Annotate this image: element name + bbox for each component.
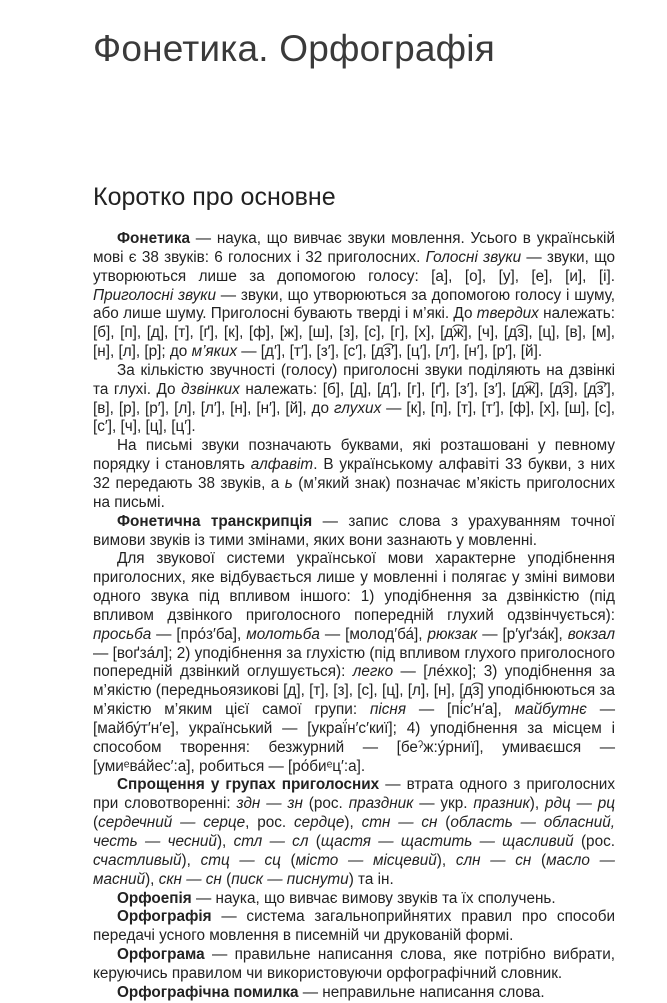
example-text: Приголосні звуки [93,286,217,304]
paragraph [93,230,615,362]
text-run: — система загальноприйнятих правил про способи передачі усного мовлення в писемній чи друкованій формі. [93,908,615,945]
text-run: — [пі́с′н′а], [406,701,515,719]
text-run: ( [437,814,451,832]
text-run: ), [344,814,362,832]
example-text: просьба [93,625,152,643]
paragraph [93,776,615,889]
paragraph [93,362,615,437]
text-run: — [молод′ба́], [319,625,428,643]
example-text: счастливый [93,851,182,869]
example-text: масло — масний [93,851,615,888]
text-run: (рос. [302,795,349,813]
text-run: належать: [б], [д], [д′], [г], [ґ], [з′], [з′], [д͡ж], [д͡з], [д͡з′], [в], [р], [р′], [л], [л′], [н], [н′], [й], до [93,380,615,417]
example-text: празник [473,795,530,813]
text-run: — втрата одного з приголосних при словотворенні: [93,776,615,813]
text-run: — правильне написання слова, яке потрібно вибрати, керуючись правилом чи використовуючи орфографічний словник. [93,946,615,982]
term: Орфографія [117,908,212,926]
example-text: твердих [476,305,539,323]
text-run: — [про́з′ба], [151,625,247,643]
example-text: стл — сл [233,833,309,850]
page-title: Фонетика. Орфографія [93,28,495,69]
text-run: — звуки, що утворюються лише за допомогою голосу: [а], [о], [у], [е], [и], [і]. [93,248,615,285]
example-text: вокзал [567,625,616,643]
example-text: легко [352,663,394,681]
example-text: слн — сн [455,851,532,869]
text-run: — неправильне написання слова. [298,983,545,1001]
example-text: Голосні звуки [425,248,522,266]
paragraph [93,550,615,776]
section-heading: Коротко про основне [93,183,336,211]
term: Фонетика [117,230,191,247]
text-run: ), [529,795,545,813]
paragraph [93,984,615,1003]
text-run: ) та ін. [348,870,394,888]
text-run: ( [93,814,99,832]
example-text: сердечний — серце [98,814,246,832]
body-text [93,230,615,1003]
text-run: — укр. [413,795,474,813]
paragraph [93,908,615,946]
example-text: м’яких [191,343,238,361]
example-text: пісня [369,701,407,719]
example-text: алфавіт [250,456,314,474]
text-run: ( [308,833,321,850]
term: Орфографічна помилка [117,983,299,1001]
example-text: ь [284,474,293,492]
text-run: ), [436,851,456,869]
term: Орфограма [117,946,205,964]
example-text: стн — сн [361,814,438,832]
example-text: писк — писнути [231,870,349,888]
example-text: глухих [333,399,382,417]
example-text: дзвінких [181,380,240,398]
text-run: ( [531,851,547,869]
text-run: — [майбу́т′н′е], український — [украї́н′с′киї]; 4) уподібнення за місцем і способом творення: безжурний — [беˀж:у́рниї], умиваєшся — [умиᵉва́йес′:а], робиться — [ро́биᵉц′:а]. [93,701,615,775]
paragraph [93,437,615,512]
term: Спрощення у групах приголосних [117,776,380,794]
text-run: — запис слова з урахуванням точної вимови звуків із тими змінами, яких вони зазнають у мовленні. [93,512,615,549]
example-text: місто — місцевий [295,851,437,869]
text-run: — [ле́хко]; 3) уподібнення за м’якістю (передньоязикові [д], [т], [з], [с], [ц], [л], [н], [д͡з] уподібнюються за м’якістю м’яким цієї самої групи: [93,663,615,719]
paragraph [93,890,615,909]
example-text: рюкзак [427,625,478,643]
paragraph [93,946,615,984]
text-run: ( [280,851,296,869]
text-run: , рос. [245,814,294,832]
example-text: майбутнє [514,701,587,719]
example-text: здн — зн [236,795,303,813]
text-run: ), [145,870,159,888]
text-run: (рос. [573,833,615,850]
example-text: рдц — рц [544,795,616,813]
example-text: стц — сц [200,851,281,869]
text-run: належать: [б], [п], [д], [т], [ґ], [к], [ф], [ж], [ш], [з], [с], [г], [х], [д͡ж], [ч], [д͡з], [ц], [в], [м], [н], [л], [р]; до [93,305,615,361]
text-run: . В українському алфавіті 33 букви, з них 32 передають 38 звуків, а [93,456,615,492]
example-text: сердце [294,814,345,832]
text-run: — [к], [п], [т], [т′], [ф], [х], [ш], [с], [с′], [ч], [ц], [ц′]. [93,399,615,436]
text-run: ( [221,870,232,888]
text-run: — [д′], [т′], [з′], [с′], [д͡з′], [ц′], [л′], [н′], [р′], [й]. [237,343,543,361]
text-run: На письмі звуки позначають буквами, які розташовані у певному порядку і становлять [93,437,615,474]
text-run: Для звукової системи української мови характерне уподібнення приголосних, яке відбувається лише у мовленні і полягає у зміні вимови одного звука під впливом іншого: 1) уподібнення за дзвінкістю (під впливом дзвінкого приголосного попередній глухий одзвінчується): [93,550,615,624]
text-run: ), [216,833,234,850]
text-run: ), [181,851,201,869]
paragraph [93,513,615,551]
text-run: — наука, що вивчає вимову звуків та їх сполучень. [191,889,556,907]
example-text: щастя — щастить — щасливий [320,833,574,850]
text-run: — звуки, що утворюються за допомогою голосу і шуму, або лише шуму. Приголосні бувають тверді і м’які. До [93,286,615,323]
text-run: — [воґза́л]; 2) уподібнення за глухістю (під впливом глухого приголосного попередній дзвінкий оглушується): [93,644,615,681]
term: Орфоепія [117,889,192,907]
text-run: — [р′уґза́к], [477,625,568,643]
example-text: скн — сн [158,870,222,888]
example-text: праздник [348,795,414,813]
example-text: область — обласний, честь — чесний [93,814,615,850]
text-run: (м’який знак) позначає м’якість приголосних на письмі. [93,474,615,511]
text-run: За кількістю звучності (голосу) приголосні звуки поділяють на дзвінкі та глухі. До [93,361,615,398]
text-run: — наука, що вивчає звуки мовлення. Усього в українській мові є 38 звуків: 6 голосних і 32 приголосних. [93,230,615,266]
example-text: молотьба [246,625,320,643]
term: Фонетична транскрипція [117,512,313,530]
